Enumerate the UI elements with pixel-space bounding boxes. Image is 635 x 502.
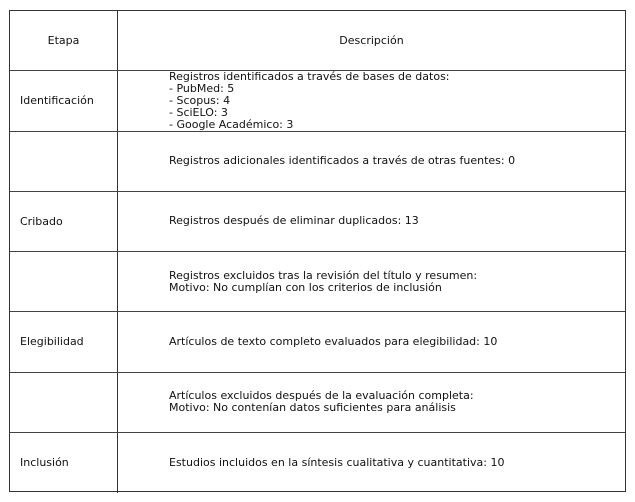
description-line: Artículos de texto completo evaluados para elegibilidad: 10 [169, 334, 498, 348]
description-line: Motivo: No cumplían con los criterios de inclusión [169, 280, 442, 294]
stage-cell: Inclusión [10, 433, 118, 493]
description-line: - Scopus: 4 [169, 93, 231, 107]
header-descripcion [118, 11, 625, 70]
table-row [10, 192, 625, 252]
description-line: Artículos excluidos después de la evaluación completa: [169, 389, 474, 403]
description-line: - Google Académico: 3 [169, 117, 294, 131]
description-cell [118, 252, 625, 311]
stage-cell: Elegibilidad [10, 312, 118, 371]
description-line: Registros después de eliminar duplicados: 13 [169, 214, 419, 228]
table-header-row [10, 11, 625, 71]
description-cell [118, 192, 625, 251]
table-row [10, 252, 625, 312]
description-cell [118, 433, 625, 493]
table-row [10, 132, 625, 192]
description-line: Registros excluidos tras la revisión del título y resumen: [169, 268, 478, 282]
stage-cell: Identificación [10, 71, 118, 130]
description-line: - PubMed: 5 [169, 81, 235, 95]
description-line: - SciELO: 3 [169, 105, 228, 119]
description-line: Motivo: No contenían datos suficientes para análisis [169, 401, 456, 415]
description-line: Estudios incluidos en la síntesis cualitativa y cuantitativa: 10 [169, 455, 505, 469]
description-line: Registros adicionales identificados a través de otras fuentes: 0 [169, 154, 516, 168]
table-row [10, 71, 625, 131]
header-descripcion-label: Descripción [339, 33, 404, 47]
stage-cell [10, 132, 118, 191]
description-cell [118, 373, 625, 432]
description-cell [118, 312, 625, 371]
header-etapa: Etapa [10, 11, 118, 70]
stage-cell: Cribado [10, 192, 118, 251]
prisma-table [9, 10, 626, 492]
table-row [10, 433, 625, 493]
description-cell [118, 132, 625, 191]
description-line: Registros identificados a través de bases de datos: [169, 69, 450, 83]
table-row [10, 312, 625, 372]
stage-cell [10, 373, 118, 432]
description-cell [118, 71, 625, 130]
stage-cell [10, 252, 118, 311]
table-row [10, 373, 625, 433]
